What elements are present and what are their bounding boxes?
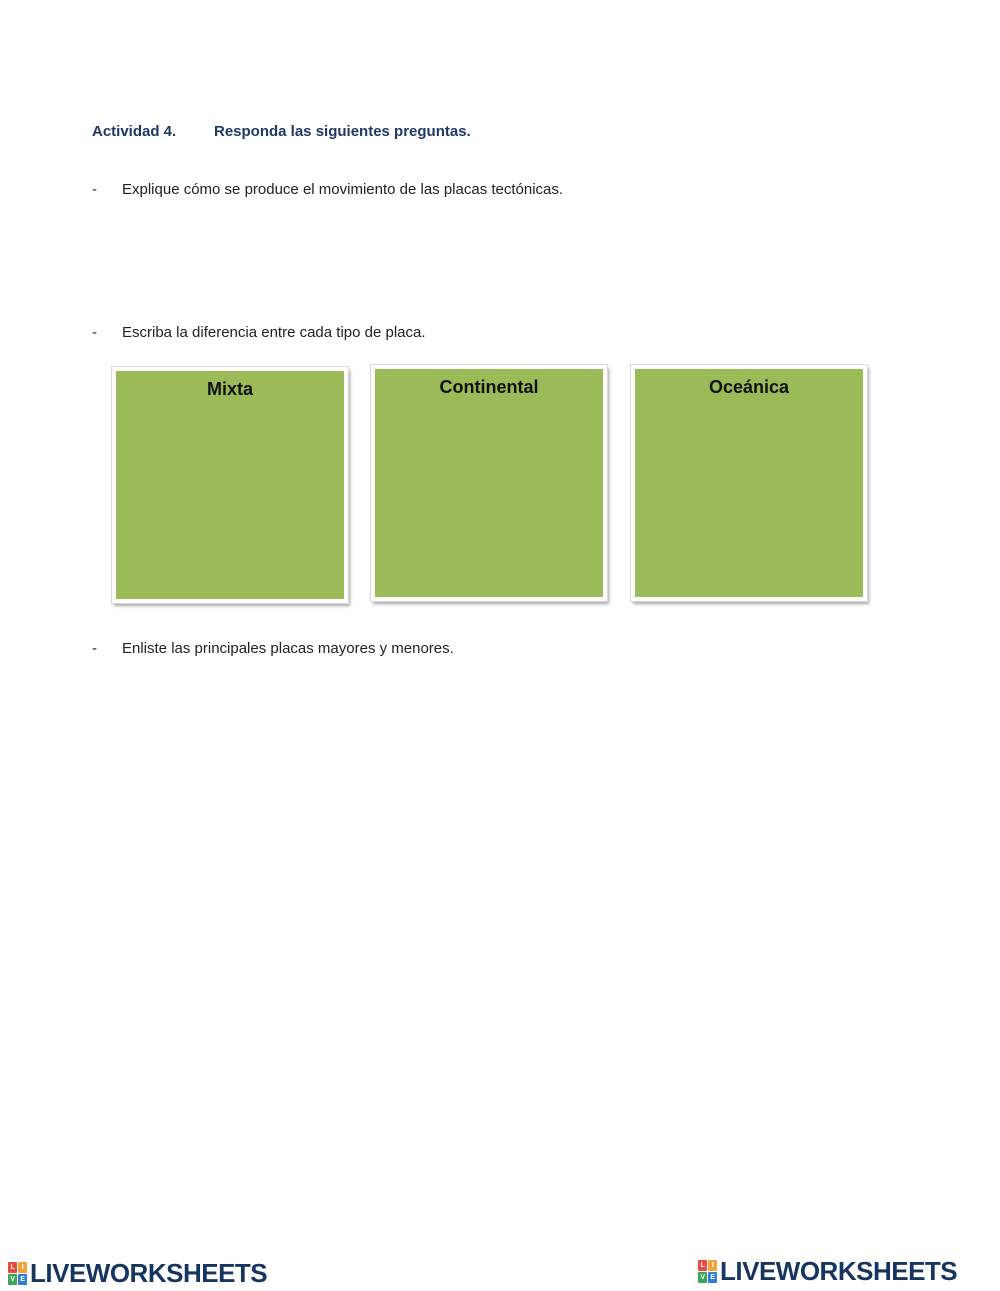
question-text: Escriba la diferencia entre cada tipo de placa. [122, 324, 426, 341]
logo-text: LIVEWORKSHEETS [720, 1256, 958, 1286]
question-bullet: - [92, 640, 97, 657]
liveworksheets-logo-left[interactable] [8, 1258, 267, 1289]
activity-instruction: Responda las siguientes preguntas. [214, 123, 471, 140]
live-mark-icon: L I V E [698, 1260, 717, 1283]
activity-number: Actividad 4. [92, 123, 177, 140]
logo-text: LIVEWORKSHEETS [30, 1258, 268, 1288]
question-2 [92, 324, 426, 341]
question-bullet: - [92, 181, 97, 198]
question-text: Explique cómo se produce el movimiento de las placas tectónicas. [122, 181, 564, 198]
question-1 [92, 181, 563, 198]
liveworksheets-logo-right[interactable] [698, 1256, 957, 1287]
live-mark-icon: L I V E [8, 1262, 27, 1285]
question-bullet: - [92, 324, 97, 341]
plate-box-continental [371, 365, 607, 601]
activity-heading [92, 123, 471, 140]
question-text: Enliste las principales placas mayores y menores. [122, 640, 454, 657]
plate-box-oceanica [631, 365, 867, 601]
plate-box-title: Mixta [206, 379, 253, 399]
question-3 [92, 640, 454, 657]
plate-box-title: Continental [439, 377, 539, 397]
plate-box-mixta [112, 367, 348, 603]
plate-box-title: Oceánica [708, 377, 790, 397]
